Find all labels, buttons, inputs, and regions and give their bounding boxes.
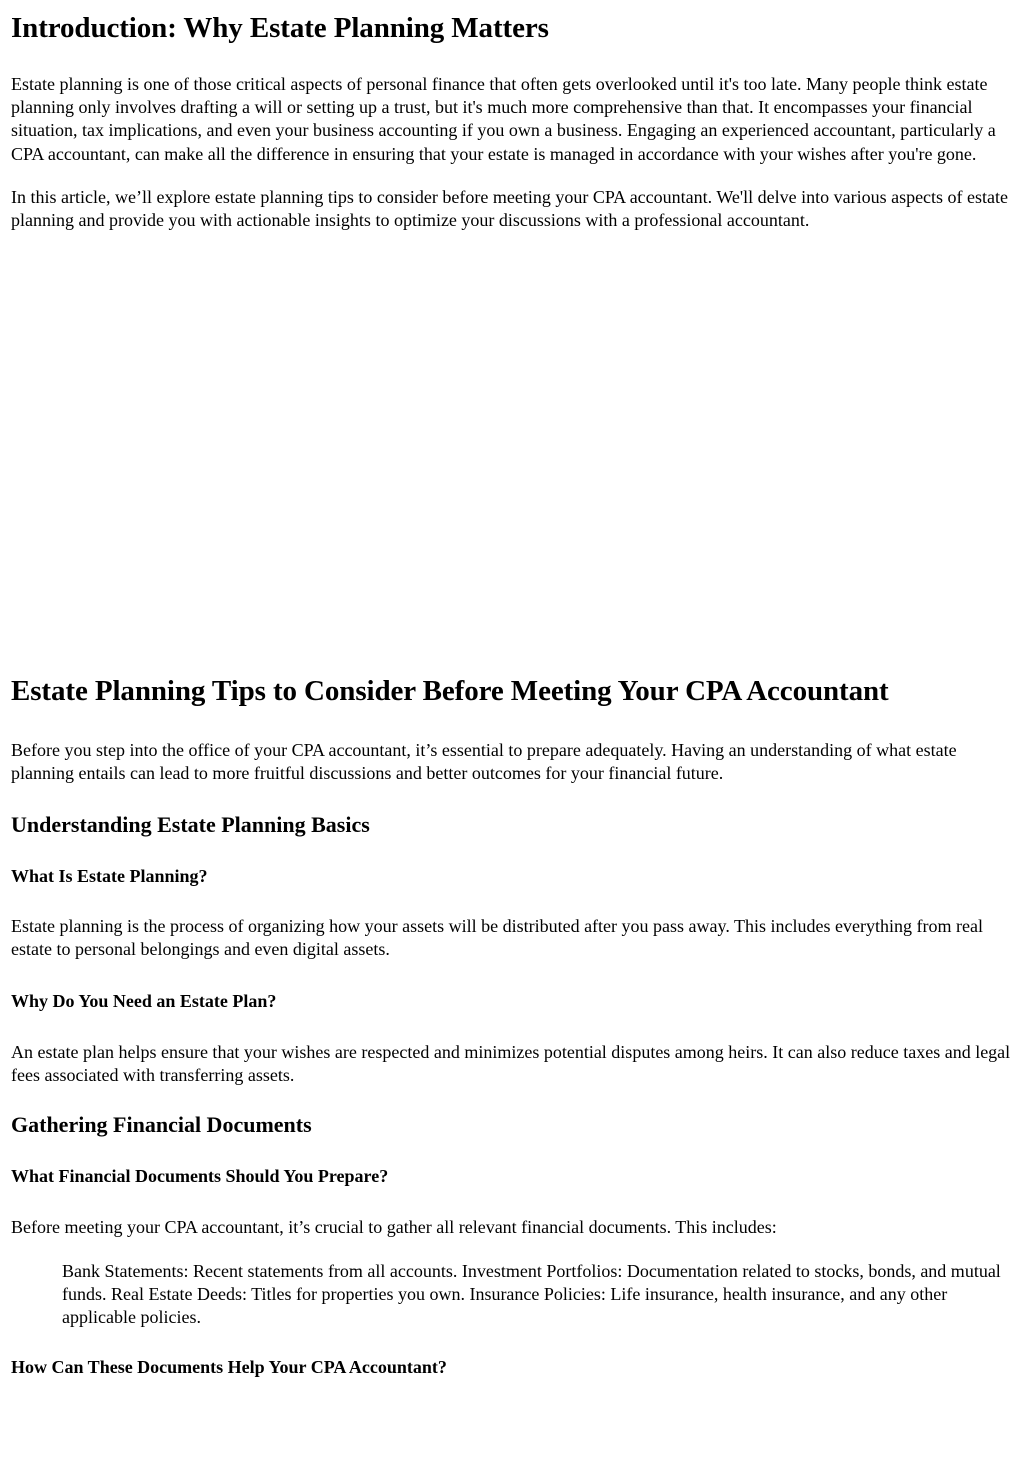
what-is-paragraph: Estate planning is the process of organizing how your assets will be distributed after you pass away. This includes everything from real estate to personal belongings and even digital assets. [11,915,983,959]
why-heading: Why Do You Need an Estate Plan? [11,991,277,1012]
tips-heading: Estate Planning Tips to Consider Before Meeting Your CPA Accountant [11,675,889,708]
why-paragraph: An estate plan helps ensure that your wishes are respected and minimizes potential disputes among heirs. It can also reduce taxes and legal fees associated with transferring assets. [11,1042,1011,1086]
gathering-heading: Gathering Financial Documents [11,1112,312,1138]
docs-heading: What Financial Documents Should You Prepare? [11,1166,389,1187]
what-is-heading: What Is Estate Planning? [11,865,208,886]
tips-paragraph: Before you step into the office of your CPA accountant, it’s essential to prepare adequately. Having an understanding of what estate planning entails can lead to more fruitful discussions and better outcomes for your financial future. [11,740,957,784]
blank-space [11,232,1013,674]
intro-heading: Introduction: Why Estate Planning Matters [11,12,549,44]
intro-paragraph-2: In this article, we’ll explore estate planning tips to consider before meeting your CPA accountant. We'll delve into various aspects of estate planning and provide you with actionable insights to optimize your discussions with a professional accountant. [11,186,1009,231]
basics-heading: Understanding Estate Planning Basics [11,811,370,837]
docs-paragraph: Before meeting your CPA accountant, it’s crucial to gather all relevant financial documents. This includes: [11,1217,777,1238]
intro-paragraph-1: Estate planning is one of those critical aspects of personal finance that often gets overlooked until it's too late. Many people think estate planning only involves drafting a will or setting up a trust, but it's much more comprehensive than that. It encompasses your financial situation, tax implications, and even your business accounting if you own a business. Engaging an experienced accountant, particularly a CPA accountant, can make all the difference in ensuring that your estate is managed in accordance with your wishes after you're gone. [11,74,996,164]
help-heading: How Can These Documents Help Your CPA Accountant? [11,1357,447,1378]
docs-list: Bank Statements: Recent statements from all accounts. Investment Portfolios: Documentation related to stocks, bonds, and mutual funds. Real Estate Deeds: Titles for properties you own. Insurance Policies: Life insurance, health insurance, and any other applicable policies. [62,1260,1001,1328]
article [0,11,1024,1378]
